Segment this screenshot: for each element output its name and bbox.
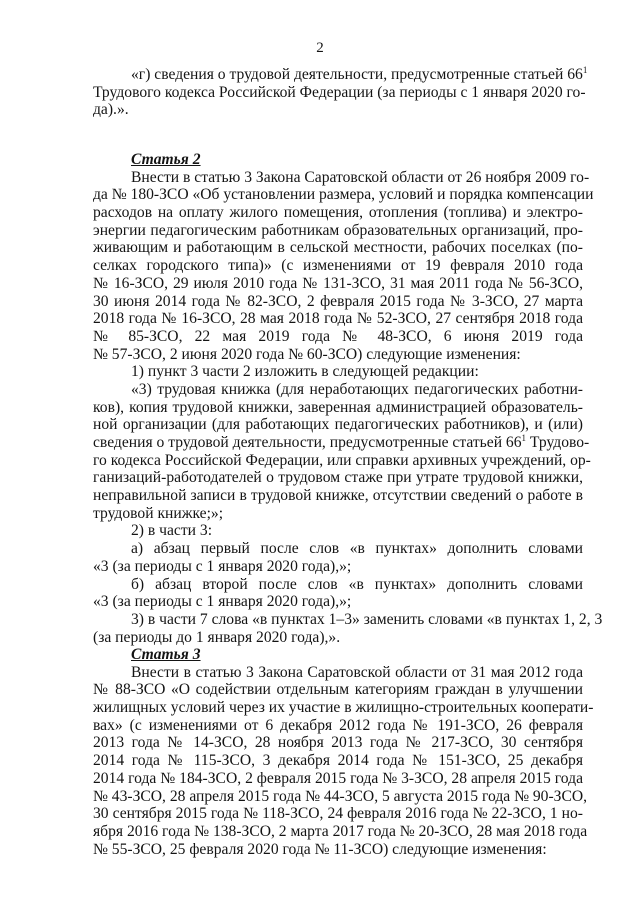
text-line: 2018 года № 16-ЗСО, 28 мая 2018 года № 52-ЗСО, 27 сентября 2018 года: [93, 310, 583, 328]
page-number: 2: [316, 40, 324, 56]
superscript: 1: [521, 433, 527, 443]
text-line: жилищных условий через их участие в жилищно-строительных кооперати-: [93, 699, 594, 717]
text-line: да).».: [93, 101, 129, 119]
text-line: «3 (за периоды с 1 января 2020 года),»;: [93, 593, 352, 611]
text-line: го кодекса Российской Федерации, или справки архивных учреждений, ор-: [93, 451, 591, 469]
text-line: ной организации (для работающих педагогических работников), и (или): [93, 416, 583, 434]
text-line: трудовой книжке;»;: [93, 504, 224, 522]
text-line: «3) трудовая книжка (для неработающих педагогических работни-: [131, 380, 583, 398]
article-3: [93, 646, 594, 858]
text-line: ганизаций-работодателей о трудовом стаже при утрате трудовой книжки,: [93, 469, 583, 487]
text-line-content: сведения о трудовой деятельности, предусмотренные статьей 66: [93, 434, 522, 451]
text-line: 3) в части 7 слова «в пунктах 1–3» заменить словами «в пунктах 1, 2, 3: [131, 610, 603, 628]
text-line: селках городского типа)» (с изменениями от 19 февраля 2010 года: [93, 257, 583, 275]
intro-paragraph: [93, 65, 588, 119]
superscript: 1: [582, 65, 588, 75]
text-line-content: Трудово-: [526, 434, 590, 451]
text-line: ября 2016 года № 138-ЗСО, 2 марта 2017 года № 20-ЗСО, 28 мая 2018 года: [93, 822, 588, 840]
text-line: расходов на оплату жилого помещения, отопления (топлива) и электро-: [93, 204, 583, 222]
text-line: 1) пункт 3 части 2 изложить в следующей редакции:: [131, 363, 479, 381]
text-line: 30 сентября 2015 года № 118-ЗСО, 24 февраля 2016 года № 22-ЗСО, 1 но-: [93, 805, 583, 823]
text-line-content: «г) сведения о трудовой деятельности, предусмотренные статьей 66: [131, 66, 583, 83]
text-line: № 57-ЗСО, 2 июня 2020 года № 60-ЗСО) следующие изменения:: [93, 345, 521, 363]
text-line: а) абзац первый после слов «в пунктах» дополнить словами: [131, 540, 583, 558]
text-line: б) абзац второй после слов «в пунктах» дополнить словами: [131, 575, 583, 593]
text-line: энергии педагогическим работникам образовательных организаций, про-: [93, 221, 583, 239]
text-line: № 55-ЗСО, 25 февраля 2020 года № 11-ЗСО) следующие изменения:: [93, 840, 547, 858]
text-line: да № 180-ЗСО «Об установлении размера, условий и порядка компенсации: [93, 186, 594, 204]
text-line: № 43-ЗСО, 28 апреля 2015 года № 44-ЗСО, 5 августа 2015 года № 90-ЗСО,: [93, 787, 588, 805]
text-line: вах» (с изменениями от 6 декабря 2012 года № 191-ЗСО, 26 февраля: [93, 716, 583, 734]
text-line: живающим и работающим в сельской местности, рабочих поселках (по-: [93, 239, 583, 257]
text-line: (за периоды до 1 января 2020 года),».: [93, 628, 341, 646]
text-line: № 16-ЗСО, 29 июля 2010 года № 131-ЗСО, 31 мая 2011 года № 56-ЗСО,: [93, 274, 583, 292]
text-line: «3 (за периоды с 1 января 2020 года),»;: [93, 557, 352, 575]
text-line: Внести в статью 3 Закона Саратовской области от 31 мая 2012 года: [131, 663, 583, 681]
text-line: № 85-ЗСО, 22 мая 2019 года № 48-ЗСО, 6 июня 2019 года: [93, 327, 583, 345]
text-line: 30 июня 2014 года № 82-ЗСО, 2 февраля 2015 года № 3-ЗСО, 27 марта: [93, 292, 583, 310]
article-2: [93, 151, 603, 646]
text-line: 2) в части 3:: [131, 522, 213, 540]
text-line: Внести в статью 3 Закона Саратовской области от 26 ноября 2009 го-: [131, 168, 590, 186]
text-line: 2014 года № 184-ЗСО, 2 февраля 2015 года № 3-ЗСО, 28 апреля 2015 года: [93, 769, 583, 787]
article-heading: Статья 2: [131, 151, 201, 168]
text-line: [93, 433, 590, 452]
text-line: Трудового кодекса Российской Федерации (за периоды с 1 января 2020 го-: [93, 83, 586, 101]
text-line: 2013 года № 14-ЗСО, 28 ноября 2013 года № 217-ЗСО, 30 сентября: [93, 734, 583, 752]
text-line: 2014 года № 115-ЗСО, 3 декабря 2014 года № 151-ЗСО, 25 декабря: [93, 752, 583, 770]
text-line: № 88-ЗСО «О содействии отдельным категориям граждан в улучшении: [93, 681, 583, 699]
text-line: неправильной записи в трудовой книжке, отсутствии сведений о работе в: [93, 487, 583, 505]
text-line: [93, 65, 588, 84]
text-line: ков), копия трудовой книжки, заверенная администрацией образователь-: [93, 398, 583, 416]
article-heading: Статья 3: [131, 646, 201, 663]
